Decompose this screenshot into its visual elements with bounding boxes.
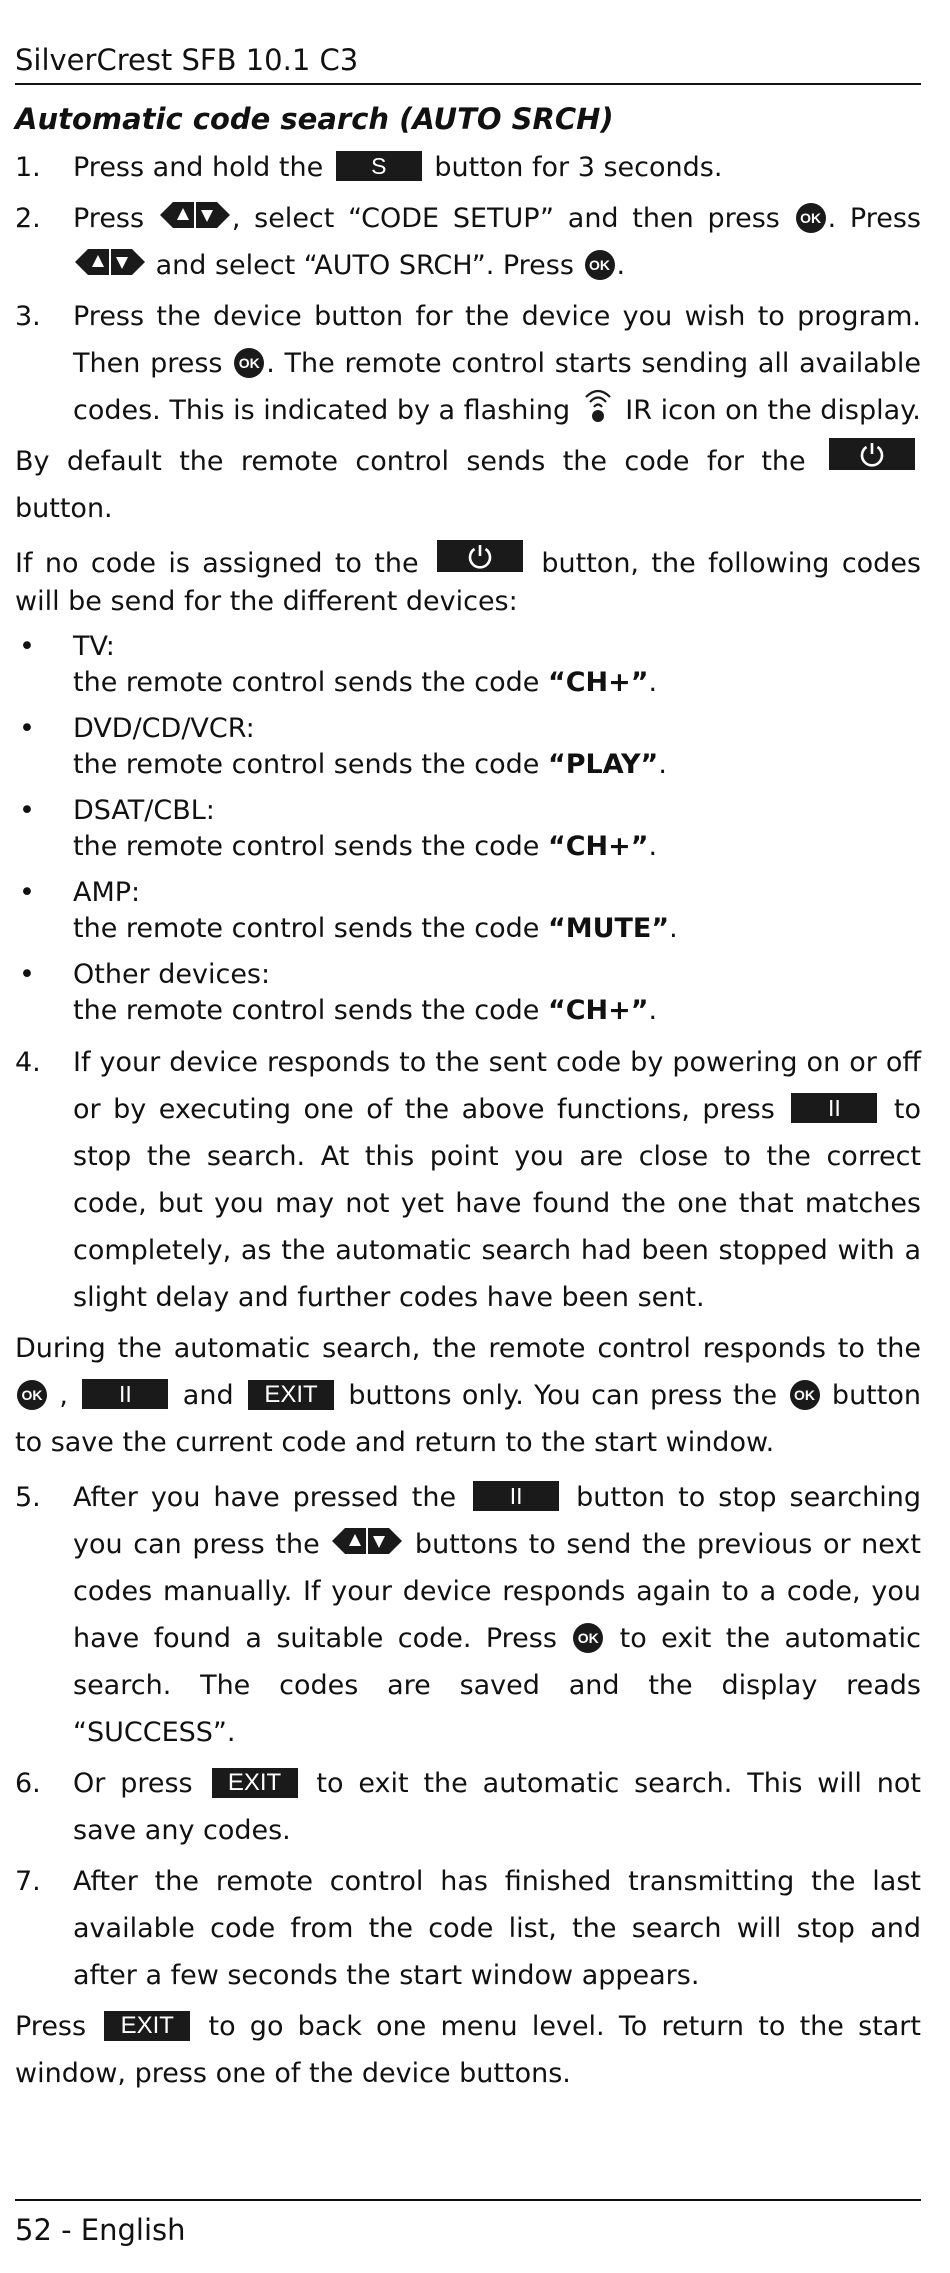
ok-key-icon: OK (234, 348, 264, 378)
bullet-icon: • (19, 713, 35, 744)
page-content (15, 96, 921, 2105)
paragraph-text: button to save the current code and return to the start window. (15, 1380, 921, 1458)
paragraph-text: During the automatic search, the remote control responds to the (15, 1333, 921, 1364)
pause-key-icon: II (791, 1093, 877, 1123)
step-7 (15, 1858, 921, 1999)
power-key-icon (829, 438, 915, 470)
exit-key-icon: EXIT (248, 1380, 334, 1410)
code-suffix: . (669, 913, 678, 944)
step-text: button to stop searching you can press the (73, 1482, 921, 1560)
step-4 (15, 1039, 921, 1321)
paragraph-no-code (15, 540, 921, 621)
code-prefix: the remote control sends the code (73, 749, 548, 780)
step-number: 4. (15, 1047, 41, 1078)
device-name: AMP: (73, 877, 141, 908)
s-key-icon: S (336, 151, 422, 181)
code-suffix: . (648, 831, 658, 862)
bullet-icon: • (19, 631, 35, 662)
step-number: 2. (15, 203, 41, 234)
step-text: to stop the search. At this point you are close to the correct code, but you may not yet have found the one that matches completely, as the automatic search had been stopped with a slight delay and further codes have been sent. (73, 1094, 921, 1313)
device-code-line (73, 911, 921, 947)
code-value: “CH+” (547, 831, 649, 862)
paragraph-text: Press (15, 2011, 101, 2042)
up-down-nav-keys-icon (331, 1527, 403, 1555)
code-prefix: the remote control sends the code (73, 995, 548, 1026)
step-text: . The remote control starts sending all available codes. This is indicated by a flashing (73, 348, 922, 426)
code-prefix: the remote control sends the code (73, 913, 548, 944)
step-text: Press (73, 203, 158, 234)
step-number: 1. (15, 152, 41, 183)
step-1 (15, 144, 921, 191)
device-name: DVD/CD/VCR: (73, 713, 255, 744)
device-name: DSAT/CBL: (73, 795, 215, 826)
step-text: Press the device button for the device you wish to program. Then press (73, 301, 921, 379)
step-text: Press and hold the (73, 152, 332, 183)
device-name: TV: (73, 631, 115, 662)
exit-key-icon: EXIT (104, 2011, 190, 2041)
step-text: IR icon on the display. (616, 395, 921, 426)
page-footer (15, 2199, 921, 2247)
list-item (15, 793, 921, 865)
device-code-list (15, 629, 921, 1029)
header-title: SilverCrest SFB 10.1 C3 (15, 43, 359, 77)
paragraph-default-code (15, 438, 921, 532)
ok-key-icon: OK (585, 250, 615, 280)
paragraph-text: to go back one menu level. To return to the start window, press one of the device buttons. (15, 2011, 921, 2089)
step-text: buttons to send the previous or next codes manually. If your device responds again to a code, you have found a suitable code. Press (73, 1529, 921, 1654)
bullet-icon: • (19, 877, 35, 908)
code-prefix: the remote control sends the code (73, 667, 548, 698)
step-number: 5. (15, 1482, 41, 1513)
code-suffix: . (658, 749, 667, 780)
step-text: , select “CODE SETUP” and then press (231, 203, 794, 234)
step-2 (15, 195, 921, 289)
code-value: “CH+” (547, 667, 649, 698)
step-text: After the remote control has finished transmitting the last available code from the code list, the search will stop and after a few seconds the start window appears. (73, 1866, 921, 1991)
code-value: “CH+” (547, 995, 649, 1026)
page-number: 52 - English (15, 2213, 186, 2247)
device-code-line (73, 829, 921, 865)
device-code-line (73, 993, 921, 1029)
step-text: Or press (73, 1768, 208, 1799)
ok-key-icon: OK (796, 203, 826, 233)
list-item (15, 875, 921, 947)
list-item (15, 629, 921, 701)
step-number: 3. (15, 301, 41, 332)
list-item (15, 711, 921, 783)
section-title: Automatic code search (AUTO SRCH) (15, 102, 614, 136)
code-suffix: . (648, 667, 658, 698)
step-number: 7. (15, 1866, 41, 1897)
step-text: and select “AUTO SRCH”. Press (147, 250, 583, 281)
step-text: . (616, 250, 626, 281)
ir-signal-icon (583, 387, 613, 423)
code-suffix: . (648, 995, 658, 1026)
code-value: “PLAY” (547, 749, 659, 780)
bullet-icon: • (19, 795, 35, 826)
step-6 (15, 1760, 921, 1854)
code-prefix: the remote control sends the code (73, 831, 548, 862)
step-text: . Press (827, 203, 921, 234)
step-text: to exit the automatic search. This will not save any codes. (73, 1768, 921, 1846)
code-value: “MUTE” (547, 913, 670, 944)
paragraph-text: button. (15, 493, 113, 524)
paragraph-text: button, the following codes will be send for the different devices: (15, 548, 921, 617)
power-key-icon (437, 540, 523, 572)
step-text: After you have pressed the (73, 1482, 470, 1513)
bullet-icon: • (19, 959, 35, 990)
device-code-line (73, 747, 921, 783)
pause-key-icon: II (82, 1379, 168, 1409)
step-5 (15, 1474, 921, 1756)
paragraph-during-search (15, 1325, 921, 1466)
paragraph-text: By default the remote control sends the code for the (15, 446, 823, 477)
ok-key-icon: OK (790, 1380, 820, 1410)
ok-key-icon: OK (17, 1380, 47, 1410)
page-header (15, 40, 921, 85)
paragraph-text: and (172, 1380, 244, 1411)
up-down-nav-keys-icon (159, 201, 231, 229)
paragraph-final (15, 2003, 921, 2097)
exit-key-icon: EXIT (212, 1768, 298, 1798)
paragraph-text: If no code is assigned to the (15, 548, 431, 579)
paragraph-text: buttons only. You can press the (338, 1380, 788, 1411)
step-number: 6. (15, 1768, 41, 1799)
step-text: button for 3 seconds. (425, 152, 723, 183)
ok-key-icon: OK (573, 1623, 603, 1653)
paragraph-text: , (49, 1380, 79, 1411)
step-text: If your device responds to the sent code by powering on or off or by executing one of the above functions, press (73, 1047, 921, 1125)
pause-key-icon: II (473, 1481, 559, 1511)
up-down-nav-keys-icon (74, 248, 146, 276)
device-name: Other devices: (73, 959, 271, 990)
step-text: to exit the automatic search. The codes are saved and the display reads “SUCCESS”. (73, 1623, 921, 1748)
device-code-line (73, 665, 921, 701)
step-3 (15, 293, 921, 434)
list-item (15, 957, 921, 1029)
